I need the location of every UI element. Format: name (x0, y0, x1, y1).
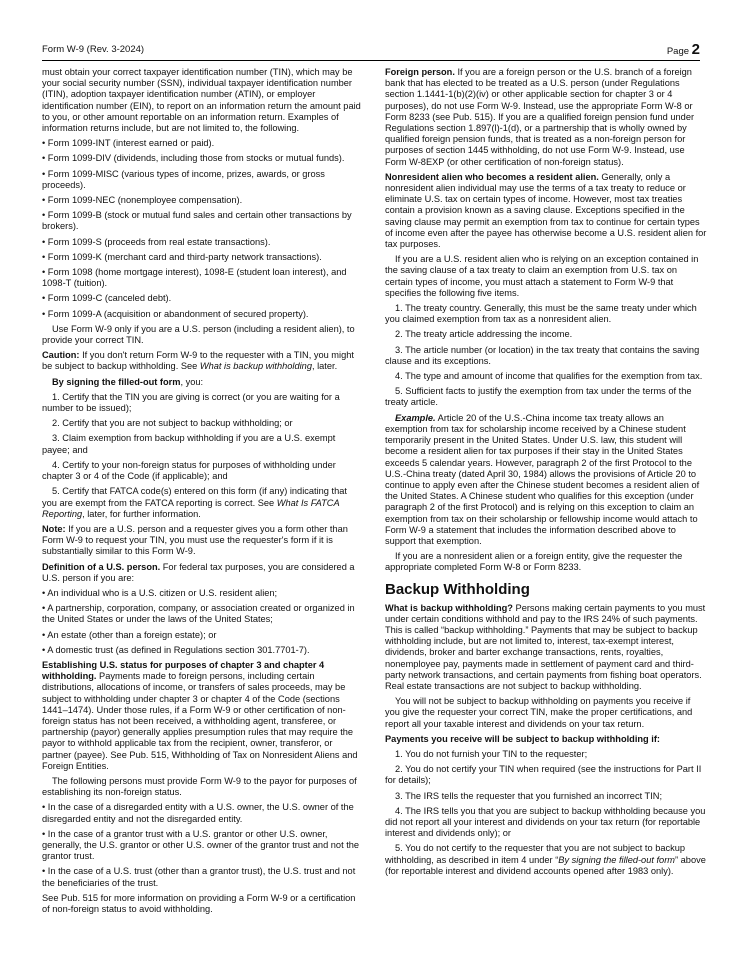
left-column (42, 67, 364, 919)
list-item: 1. Certify that the TIN you are giving is correct (or you are waiting for a number to be issued); (42, 391, 340, 414)
not-subject-paragraph: You will not be subject to backup withholding on payments you receive if you give the requester your correct TIN, make the proper certifications, and report all your taxable interest and dividends on your tax return. (385, 696, 693, 729)
resident-paragraph: If you are a U.S. resident alien who is relying on an exception contained in the saving clause of a tax treaty to claim an exemption from U.S. tax on certain types of income, you must attach a statement to Form W-9 that specifies the following five items. (385, 254, 699, 298)
list-item: • Form 1099-B (stock or mutual fund sales and certain other transactions by brokers). (42, 210, 352, 232)
following-paragraph: The following persons must provide Form W-9 to the payor for purposes of establishing its non-foreign status. (42, 775, 357, 798)
page-header (42, 40, 700, 61)
nonresident-entity-paragraph: If you are a nonresident alien or a foreign entity, give the requester the appropriate completed Form W-8 or Form 8233. (385, 551, 683, 573)
list-item: • Form 1099-INT (interest earned or paid). (42, 138, 215, 149)
list-item: • Form 1099-A (acquisition or abandonment of secured property). (42, 308, 309, 319)
see-pub-paragraph: See Pub. 515 for more information on providing a Form W-9 or a certification of non-foreign status to avoid withholding. (42, 892, 356, 914)
list-item: 1. The treaty country. Generally, this must be the same treaty under which you claimed exemption from tax as a nonresident alien. (385, 303, 697, 325)
list-item: • Form 1099-K (merchant card and third-party network transactions). (42, 251, 322, 262)
list-item: • An estate (other than a foreign estate); or (42, 629, 217, 640)
list-item: 3. The article number (or location) in the tax treaty that contains the saving clause and its exceptions. (385, 344, 700, 366)
list-item: • In the case of a disregarded entity with a U.S. owner, the U.S. owner of the disregarded entity and not the disregarded entity. (42, 802, 354, 824)
note-paragraph: Note: If you are a U.S. person and a requester gives you a form other than Form W-9 to request your TIN, you must use the requester's form if it is substantially similar to this Form W-9. (42, 523, 348, 557)
list-item: 3. Claim exemption from backup withholding if you are a U.S. exempt payee; and (42, 433, 336, 455)
list-item: • In the case of a U.S. trust (other than a grantor trust), the U.S. trust and not the beneficiaries of the trust. (42, 866, 356, 888)
list-item: 5. Certify that FATCA code(s) entered on this form (if any) indicating that you are exempt from the FATCA reporting is correct. See What Is FATCA Reporting, later, for further information. (42, 486, 347, 519)
list-item: 4. Certify to your non-foreign status for purposes of withholding under chapter 3 or 4 of the Code (if applicable); and (42, 459, 336, 482)
list-item: • Form 1098 (home mortgage interest), 1098-E (student loan interest), and 1098-T (tuition). (42, 267, 347, 289)
page-number: Page 2 (666, 41, 700, 58)
list-item: 5. Sufficient facts to justify the exemption from tax under the terms of the treaty article. (385, 386, 692, 408)
establishing-paragraph: Establishing U.S. status for purposes of chapter 3 and chapter 4 withholding. Payments made to foreign persons, including certain distributions, allocations of income, or transfers of sales proceeds, may be subject to withholding under chapter 3 or chapter 4 of the Code (sections 1441–1474). Under those rules, if a Form W-9 or other certification of non-foreign status has not been received, a withholding agent, transferee, or partnership (payor) generally applies presumption rules that may require the payor to withhold applicable tax from the recipient, owner, transferor, or partner (payee). See Pub. 515, Withholding of Tax on Nonresident Aliens and Foreign Entities. (42, 659, 358, 771)
signing-heading: By signing the filled-out form, you: (52, 376, 204, 387)
example-paragraph: Example. Article 20 of the U.S.-China income tax treaty allows an exemption from tax for scholarship income received by a Chinese student temporarily present in the United States. Under U.S. law, this student will become a resident alien for tax purposes if their stay in the United States exceeds 5 calendar years. However, paragraph 2 of the first Protocol to the U.S.-China treaty (dated April 30, 1984) allows the provisions of Article 20 to continue to apply even after the Chinese student becomes a resident alien of the United States. A Chinese student who qualifies for this exception (under paragraph 2 of the first Protocol) and is relying on this exception to claim an exemption from tax on their scholarship or fellowship income would attach to Form W-9 a statement that includes the information described above to support that exemption. (385, 412, 700, 546)
list-item: • Form 1099-S (proceeds from real estate transactions). (42, 236, 271, 247)
subject-heading: Payments you receive will be subject to backup withholding if: (385, 733, 660, 744)
intro-paragraph: must obtain your correct taxpayer identification number (TIN), which may be your social security number (SSN), individual taxpayer identification number (ITIN), adoption taxpayer identification number (ATIN), or employer identification number (EIN), to report on an information return the amount paid to you, or other amount reportable on an information return. Examples of information returns include, but are not limited to, the following. (42, 67, 361, 134)
list-item: • An individual who is a U.S. citizen or U.S. resident alien; (42, 587, 278, 598)
list-item: • A partnership, corporation, company, or association created or organized in the United States or under the laws of the United States; (42, 603, 355, 625)
list-item: 4. The type and amount of income that qualifies for the exemption from tax. (395, 371, 703, 382)
list-item: 3. The IRS tells the requester that you furnished an incorrect TIN; (395, 790, 663, 801)
list-item: • A domestic trust (as defined in Regulations section 301.7701-7). (42, 644, 310, 655)
list-item: 2. The treaty article addressing the income. (395, 329, 573, 340)
foreign-person-paragraph: Foreign person. If you are a foreign person or the U.S. branch of a foreign bank that has elected to be treated as a U.S. person (under Regulations section 1.1441-1(b)(2)(iv) or other applicable section for chapter 3 or 4 purposes), do not use Form W-9. Instead, use the appropriate Form W-8 or Form 8233 (see Pub. 515). If you are a qualified foreign pension fund under Regulations section 1.897(l)-1(d), or a partnership that is wholly owned by qualified foreign pension funds, that is treated as a non-foreign person for purposes of section 1445 withholding, do not use Form W-9. Instead, use Form W-8EXP (or other certification of non-foreign status). (385, 67, 695, 167)
nonresident-paragraph: Nonresident alien who becomes a resident alien. Generally, only a nonresident alien individual may use the terms of a tax treaty to reduce or eliminate U.S. tax on certain types of income. However, most tax treaties contain a provision known as a saving clause. Exceptions specified in the saving clause may permit an exemption from tax to continue for certain types of income even after the payee has otherwise become a U.S. resident alien for tax purposes. (385, 171, 707, 250)
definition-paragraph: Definition of a U.S. person. For federal tax purposes, you are considered a U.S. person if you are: (42, 561, 355, 583)
list-item: • Form 1099-MISC (various types of income, prizes, awards, or gross proceeds). (42, 168, 325, 190)
list-item: 5. You do not certify to the requester that you are not subject to backup withholding, as described in item 4 under “By signing the filled-out form” above (for reportable interest and dividend accounts opened after 1983 only). (385, 843, 706, 876)
list-item: 2. You do not certify your TIN when required (see the instructions for Part II for details); (385, 764, 702, 786)
what-is-backup-paragraph: What is backup withholding? Persons making certain payments to you must under certain conditions withhold and pay to the IRS 24% of such payments. This is called “backup withholding.” Payments that may be subject to backup withholding include, but are not limited to, interest, tax-exempt interest, dividends, broker and barter exchange transactions, rents, royalties, nonemployee pay, payments made in settlement of payment card and third-party network transactions, and certain payments from fishing boat operators. Real estate transactions are not subject to backup withholding. (385, 602, 706, 691)
use-form-paragraph: Use Form W-9 only if you are a U.S. person (including a resident alien), to provide your correct TIN. (42, 323, 355, 346)
caution-paragraph: Caution: If you don't return Form W-9 to the requester with a TIN, you might be subject to backup withholding. See What is backup withholding, later. (42, 350, 354, 372)
list-item: • Form 1099-C (canceled debt). (42, 293, 172, 304)
form-id: Form W-9 (Rev. 3-2024) (42, 44, 145, 55)
list-item: 2. Certify that you are not subject to backup withholding; or (52, 418, 293, 429)
list-item: • Form 1099-DIV (dividends, including those from stocks or mutual funds). (42, 153, 345, 164)
list-item: 4. The IRS tells you that you are subject to backup withholding because you did not report all your interest and dividends on your tax return (for reportable interest and dividends only); or (385, 805, 706, 839)
list-item: • Form 1099-NEC (nonemployee compensation). (42, 195, 243, 206)
list-item: • In the case of a grantor trust with a U.S. grantor or other U.S. owner, generally, the U.S. grantor or other U.S. owner of the grantor trust and not the grantor trust. (42, 828, 360, 862)
list-item: 1. You do not furnish your TIN to the requester; (395, 748, 588, 759)
right-column (385, 67, 707, 881)
backup-withholding-heading: Backup Withholding (385, 580, 530, 598)
